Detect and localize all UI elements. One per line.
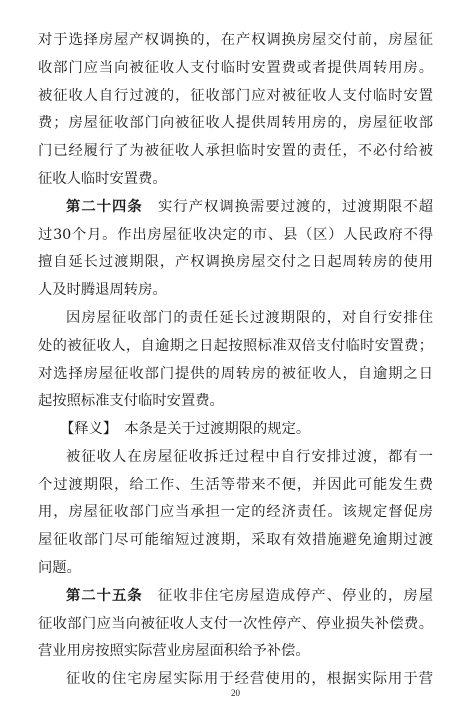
paragraph-line: 屋征收部门尽可能缩短过渡期，采取有效措施避免逾期过渡 (38, 532, 433, 548)
paragraph-line: 用，房屋征收部门应当承担一定的经济责任。该规定督促房 (38, 504, 433, 520)
paragraph-line: 征收人临时安置费。 (38, 171, 167, 187)
paragraph-line: 对选择房屋征收部门提供的周转房的被征收人，自逾期之日 (38, 366, 433, 382)
paragraph-line: 因房屋征收部门的责任延长过渡期限的，对自行安排住 (66, 310, 433, 326)
article-text: 实行产权调换需要过渡的，过渡期限不超 (142, 199, 434, 215)
article-text: 征收非住宅房屋造成停产、停业的，房屋 (142, 588, 434, 604)
interpretation-line: 【释义】 本条是关于过渡期限的规定。 (60, 421, 311, 437)
paragraph-line: 营业用房按照实际营业房屋面积给予补偿。 (38, 643, 310, 659)
paragraph-line: 起按照标准支付临时安置费。 (38, 393, 224, 409)
paragraph-line: 处的被征收人，自逾期之日起按照标准双倍支付临时安置费； (38, 338, 433, 354)
article-heading: 第二十四条 (66, 199, 143, 215)
article-heading: 第二十五条 (66, 588, 143, 604)
paragraph-line: 被征收人自行过渡的，征收部门应对被征收人支付临时安置 (38, 88, 433, 104)
paragraph-line: 征收的住宅房屋实际用于经营使用的，根据实际用于营 (66, 671, 433, 687)
paragraph-line: 个过渡期限，给工作、生活等带来不便，并因此可能发生费 (38, 477, 433, 493)
page-number: 20 (231, 688, 240, 698)
paragraph-line: 被征收人在房屋征收拆迁过程中自行安排过渡，都有一 (66, 449, 433, 465)
paragraph-line: 过30个月。作出房屋征收决定的市、县（区）人民政府不得 (38, 227, 433, 243)
paragraph-line: 对于选择房屋产权调换的，在产权调换房屋交付前，房屋征 (38, 32, 433, 48)
paragraph-line: 人及时腾退周转房。 (38, 282, 167, 298)
paragraph-line: 擅自延长过渡期限，产权调换房屋交付之日起周转房的使用 (38, 254, 433, 270)
article-24-line (66, 197, 433, 217)
paragraph-line: 费；房屋征收部门向被征收人提供周转用房的，房屋征收部 (38, 115, 433, 131)
article-25-line (66, 586, 433, 606)
paragraph-line: 收部门应当向被征收人支付临时安置费或者提供周转用房。 (38, 60, 433, 76)
paragraph-line: 问题。 (38, 560, 81, 576)
paragraph-line: 征收部门应当向被征收人支付一次性停产、停业损失补偿费。 (38, 616, 433, 632)
paragraph-line: 门已经履行了为被征收人承担临时安置的责任，不必付给被 (38, 143, 433, 159)
